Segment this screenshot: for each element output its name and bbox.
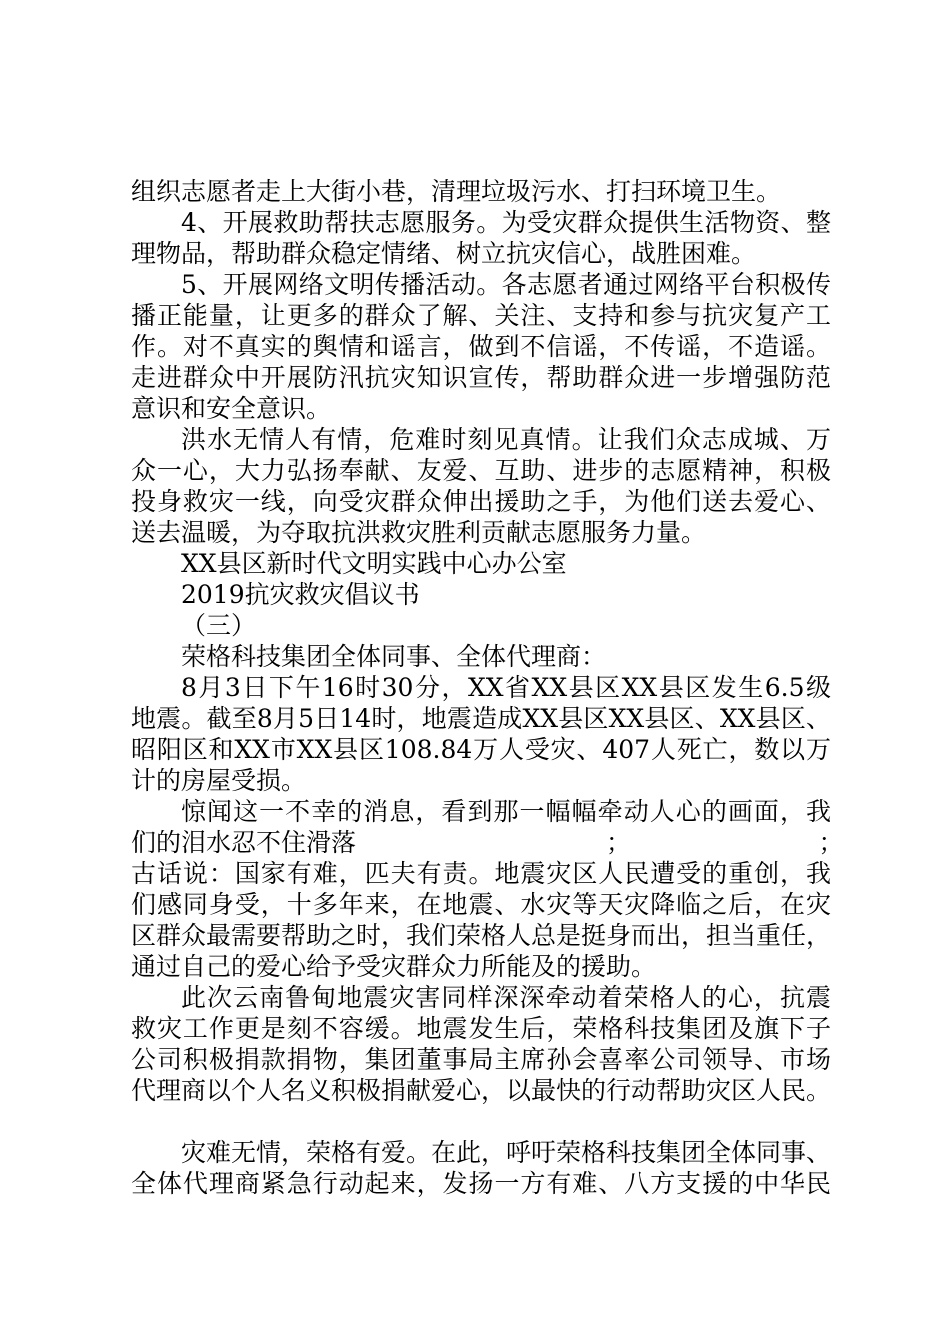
text-line: 走进群众中开展防汛抗灾知识宣传，帮助群众进一步增强防范 (131, 363, 831, 392)
blank-line (131, 1106, 831, 1137)
text-line: 全体代理商紧急行动起来，发扬一方有难、八方支援的中华民 (131, 1169, 831, 1198)
text-line: 此次云南鲁甸地震灾害同样深深牵动着荣格人的心，抗震 (181, 983, 831, 1012)
text-line: 区群众最需要帮助之时，我们荣格人总是挺身而出，担当重任， (131, 921, 832, 950)
text-line: 作。对不真实的舆情和谣言，做到不信谣，不传谣，不造谣。 (131, 332, 831, 361)
text-line: XX县区新时代文明实践中心办公室 (181, 549, 567, 578)
text-line: 代理商以个人名义积极捐献爱心，以最快的行动帮助灾区人民。 (131, 1076, 832, 1105)
text-line: 们感同身受，十多年来，在地震、水灾等天灾降临之后，在灾 (131, 890, 831, 919)
text-line: 组织志愿者走上大街小巷，清理垃圾污水、打扫环境卫生。 (131, 177, 782, 206)
text-line: 意识和安全意识。 (131, 394, 332, 423)
text-line: （三） (181, 611, 257, 640)
text-line: 投身救灾一线，向受灾群众伸出援助之手，为他们送去爱心、 (131, 487, 831, 516)
document-body (131, 176, 844, 1199)
text-line: 们的泪水忍不住滑落 ； ； (131, 828, 844, 857)
text-line: 惊闻这一不幸的消息，看到那一幅幅牵动人心的画面，我 (181, 797, 831, 826)
text-line: 灾难无情，荣格有爱。在此，呼吁荣格科技集团全体同事、 (181, 1138, 832, 1167)
text-line: 古话说：国家有难，匹夫有责。地震灾区人民遭受的重创，我 (131, 859, 831, 888)
text-line: 播正能量，让更多的群众了解、关注、支持和参与抗灾复产工 (131, 301, 831, 330)
text-line: 众一心，大力弘扬奉献、友爱、互助、进步的志愿精神，积极 (131, 456, 831, 485)
text-line: 荣格科技集团全体同事、全体代理商： (181, 642, 607, 671)
text-line: 8月3日下午16时30分，XX省XX县区XX县区发生6.5级 (181, 673, 831, 702)
text-line: 通过自己的爱心给予受灾群众力所能及的援助。 (131, 952, 657, 981)
text-line: 5、开展网络文明传播活动。各志愿者通过网络平台积极传 (181, 270, 831, 299)
text-line: 4、开展救助帮扶志愿服务。为受灾群众提供生活物资、整 (181, 208, 831, 237)
text-line: 计的房屋受损。 (131, 766, 307, 795)
text-line: 2019抗灾救灾倡议书 (181, 580, 420, 609)
text-line: 公司积极捐款捐物，集团董事局主席孙会喜率公司领导、市场 (131, 1045, 831, 1074)
text-line: 送去温暖，为夺取抗洪救灾胜利贡献志愿服务力量。 (131, 518, 707, 547)
text-line: 救灾工作更是刻不容缓。地震发生后，荣格科技集团及旗下子 (131, 1014, 831, 1043)
text-line: 地震。截至8月5日14时，地震造成XX县区XX县区、XX县区、 (131, 704, 831, 733)
text-line: 理物品，帮助群众稳定情绪、树立抗灾信心，战胜困难。 (131, 239, 757, 268)
text-line: 洪水无情人有情，危难时刻见真情。让我们众志成城、万 (181, 425, 831, 454)
text-line: 昭阳区和XX市XX县区108.84万人受灾、407人死亡，数以万 (131, 735, 831, 764)
